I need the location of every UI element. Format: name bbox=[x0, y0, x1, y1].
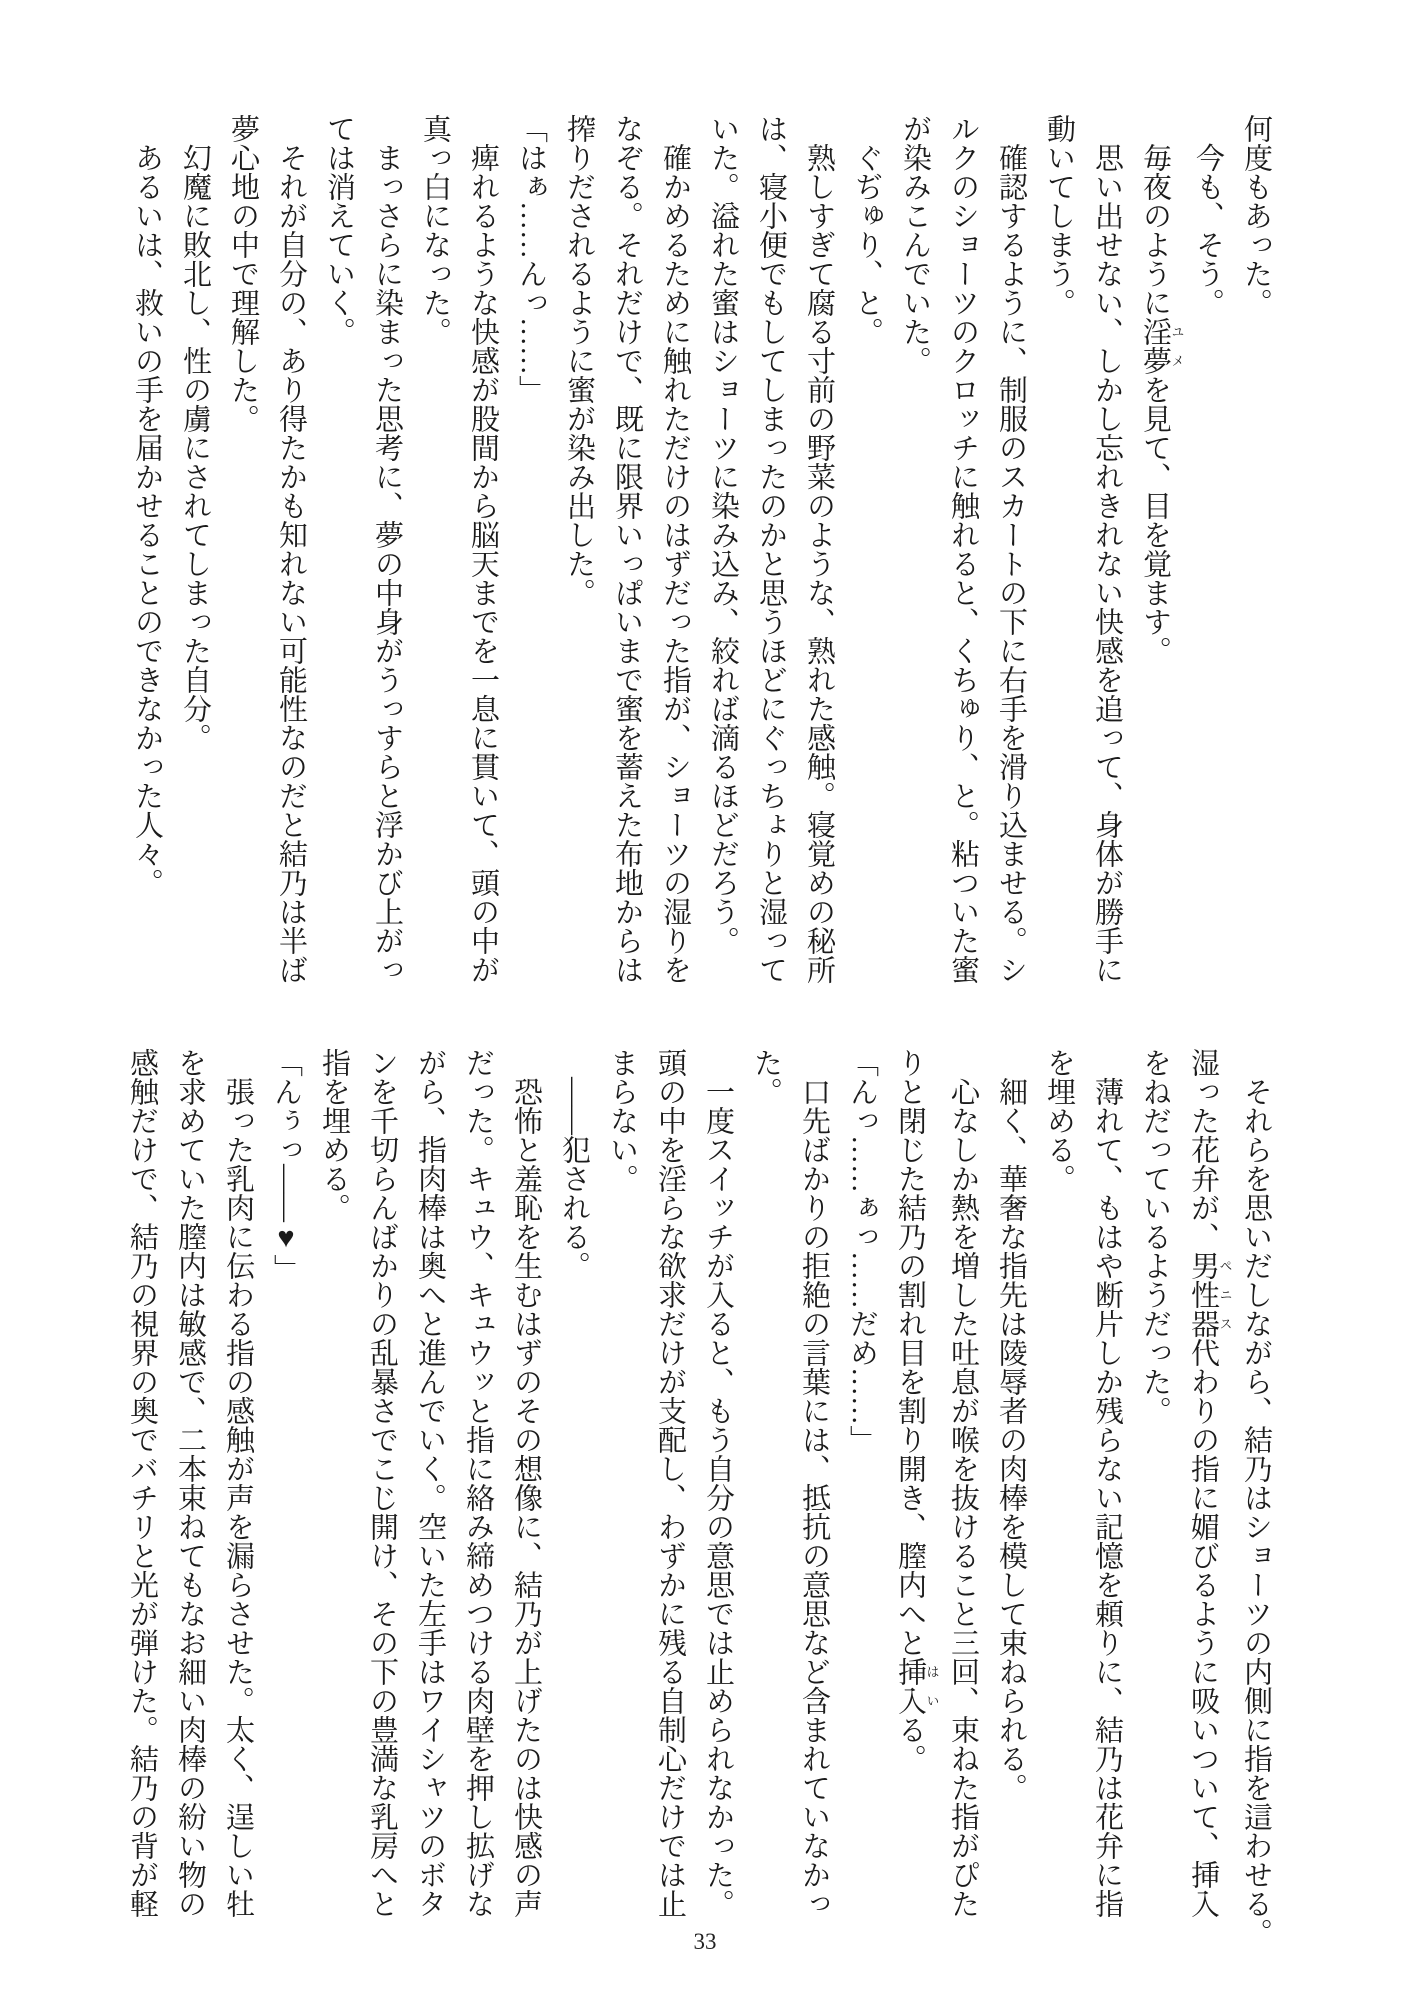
text-column: 感触だけで、結乃の視界の奥でバチリと光が弾けた。結乃の背が軽 bbox=[126, 1048, 158, 1918]
text-column: 搾りだされるように蜜が染み出した。 bbox=[563, 114, 595, 607]
text-column: 何度もあった。 bbox=[1240, 114, 1272, 317]
text-column: ンを千切らんばかりの乱暴さでこじ開け、その下の豊満な乳房へと bbox=[366, 1048, 398, 1918]
text-column: 確かめるために触れただけのはずだった指が、ショーツの湿りを bbox=[659, 114, 691, 984]
text-column: まっさらに染まった思考に、夢の中身がうっすらと浮かび上がっ bbox=[371, 114, 403, 984]
text-band-upper bbox=[123, 114, 1280, 986]
text-column: 口先ばかりの拒絶の言葉には、抵抗の意思など含まれていなかっ bbox=[798, 1048, 830, 1918]
text-column: 毎夜のように淫夢ユメを見て、目を覚ます。 bbox=[1139, 114, 1185, 665]
text-column: 一度スイッチが入ると、もう自分の意思では止められなかった。 bbox=[702, 1048, 734, 1918]
text-column: 指を埋める。 bbox=[318, 1048, 350, 1222]
text-column: をねだっているようだった。 bbox=[1139, 1048, 1171, 1425]
text-column: まらない。 bbox=[606, 1048, 638, 1193]
text-column: 確認するように、制服のスカートの下に右手を滑り込ませる。シ bbox=[995, 114, 1027, 984]
text-column: 「んぅっ――♥」 bbox=[270, 1048, 302, 1283]
text-column: 痺れるような快感が股間から脳天までを一息に貫いて、頭の中が bbox=[467, 114, 499, 984]
text-column: ぐぢゅり、と。 bbox=[851, 114, 883, 346]
furigana-ruby: 男性器ペニス bbox=[1187, 1251, 1233, 1338]
text-column: ――犯される。 bbox=[558, 1048, 590, 1280]
text-column: 細く、華奢な指先は陵辱者の肉棒を模して束ねられる。 bbox=[995, 1048, 1027, 1802]
text-column: 恐怖と羞恥を生むはずのその想像に、結乃が上げたのは快感の声 bbox=[510, 1048, 542, 1918]
text-column: 動いてしまう。 bbox=[1043, 114, 1075, 317]
text-column: がら、指肉棒は奥へと進んでいく。空いた左手はワイシャツのボタ bbox=[414, 1048, 446, 1918]
text-column: が染みこんでいた。 bbox=[899, 114, 931, 375]
furigana-ruby: 淫夢ユメ bbox=[1139, 317, 1185, 375]
text-column: りと閉じた結乃の割れ目を割り開き、膣内へと挿入はいる。 bbox=[894, 1048, 940, 1773]
text-column: た。 bbox=[750, 1048, 782, 1106]
text-column: は、寝小便でもしてしまったのかと思うほどにぐっちょりと湿って bbox=[755, 114, 787, 984]
text-column: だった。キュウ、キュウッと指に絡み締めつける肉壁を押し拡げな bbox=[462, 1048, 494, 1918]
text-column: ては消えていく。 bbox=[323, 114, 355, 346]
text-column: を求めていた膣内は敏感で、二本束ねてもなお細い肉棒の紛い物の bbox=[174, 1048, 206, 1918]
text-column: 熟しすぎて腐る寸前の野菜のような、熟れた感触。寝覚めの秘所 bbox=[803, 114, 835, 984]
text-column: あるいは、救いの手を届かせることのできなかった人々。 bbox=[131, 114, 163, 897]
text-column: それらを思いだしながら、結乃はショーツの内側に指を這わせる。 bbox=[1240, 1048, 1272, 1947]
text-column: なぞる。それだけで、既に限界いっぱいまで蜜を蓄えた布地からは bbox=[611, 114, 643, 984]
text-column: 「はぁ……んっ……」 bbox=[515, 114, 547, 404]
text-column: 夢心地の中で理解した。 bbox=[227, 114, 259, 433]
text-column: 幻魔に敗北し、性の虜にされてしまった自分。 bbox=[179, 114, 211, 752]
text-column: 思い出せない、しかし忘れきれない快感を追って、身体が勝手に bbox=[1091, 114, 1123, 984]
text-column: 今も、そう。 bbox=[1192, 114, 1224, 317]
text-column: 湿った花弁が、男性器ペニス代わりの指に媚びるように吸いついて、挿入 bbox=[1187, 1048, 1233, 1918]
text-column: 張った乳肉に伝わる指の感触が声を漏らさせた。太く、逞しい牡 bbox=[222, 1048, 254, 1918]
text-column: 心なしか熱を増した吐息が喉を抜けること三回、束ねた指がぴた bbox=[947, 1048, 979, 1918]
text-column: 薄れて、もはや断片しか残らない記憶を頼りに、結乃は花弁に指 bbox=[1091, 1048, 1123, 1918]
text-column: 真っ白になった。 bbox=[419, 114, 451, 346]
text-column: ルクのショーツのクロッチに触れると、くちゅり、と。粘ついた蜜 bbox=[947, 114, 979, 984]
text-column: 「んっ……ぁっ……だめ……」 bbox=[846, 1048, 878, 1454]
page-number: 33 bbox=[693, 1929, 717, 1954]
text-column: それが自分の、あり得たかも知れない可能性なのだと結乃は半ば bbox=[275, 114, 307, 984]
text-column: を埋める。 bbox=[1043, 1048, 1075, 1193]
text-column: いた。溢れた蜜はショーツに染み込み、絞れば滴るほどだろう。 bbox=[707, 114, 739, 955]
furigana-ruby: 挿入はい bbox=[894, 1657, 940, 1715]
text-column: 頭の中を淫らな欲求だけが支配し、わずかに残る自制心だけでは止 bbox=[654, 1048, 686, 1918]
